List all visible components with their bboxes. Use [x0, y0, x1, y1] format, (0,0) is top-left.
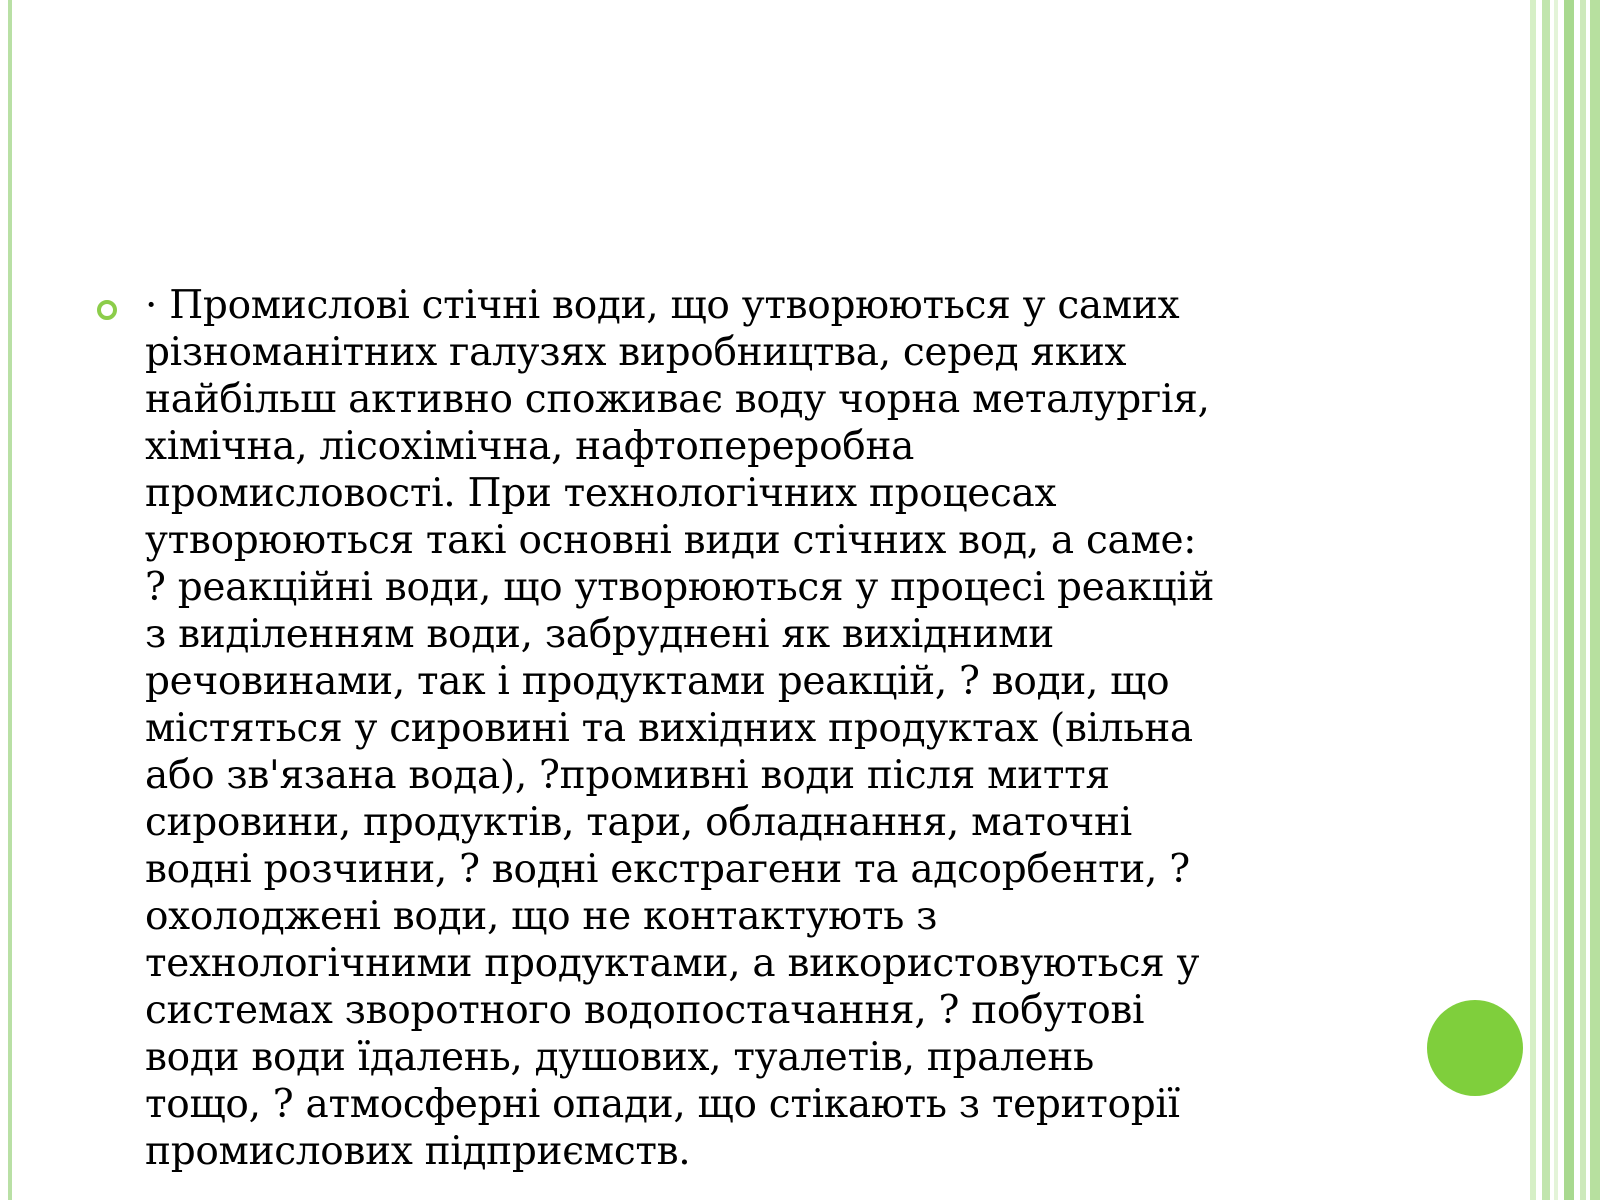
hollow-circle-bullet-icon [97, 300, 117, 320]
stripe [1564, 0, 1574, 1200]
right-decorative-stripes [1530, 0, 1600, 1200]
stripe [1542, 0, 1550, 1200]
stripe [1580, 0, 1586, 1200]
stripe [1554, 0, 1558, 1200]
left-border-line [8, 0, 12, 1200]
green-circle-icon [1427, 1000, 1523, 1096]
slide-body-text: · Промислові стічні води, що утворюються у самих різноманітних галузях виробництва, серед яких найбільш активно споживає воду чорна металургія, хімічна, лісохімічна, нафтопереробна промисловості. При технологічних процесах утворюються такі основні види стічних вод, а саме: ? реакційні води, що утворюються у процесі реакцій з виділенням води, забруднені як вихідними речовинами, так і продуктами реакцій, ? води, що містяться у сировині та вихідних продуктах (вільна або зв'язана вода), ?промивні води після миття сировини, продуктів, тари, обладнання, маточні водні розчини, ? водні екстрагени та адсорбенти, ? охолоджені води, що не контактують з технологічними продуктами, а використовуються у системах зворотного водопостачання, ? побутові води води їдалень, душових, туалетів, пралень тощо, ? атмосферні опади, що стікають з території промислових підприємств. [145, 283, 1215, 1174]
stripe [1530, 0, 1536, 1200]
stripe [1590, 0, 1600, 1200]
